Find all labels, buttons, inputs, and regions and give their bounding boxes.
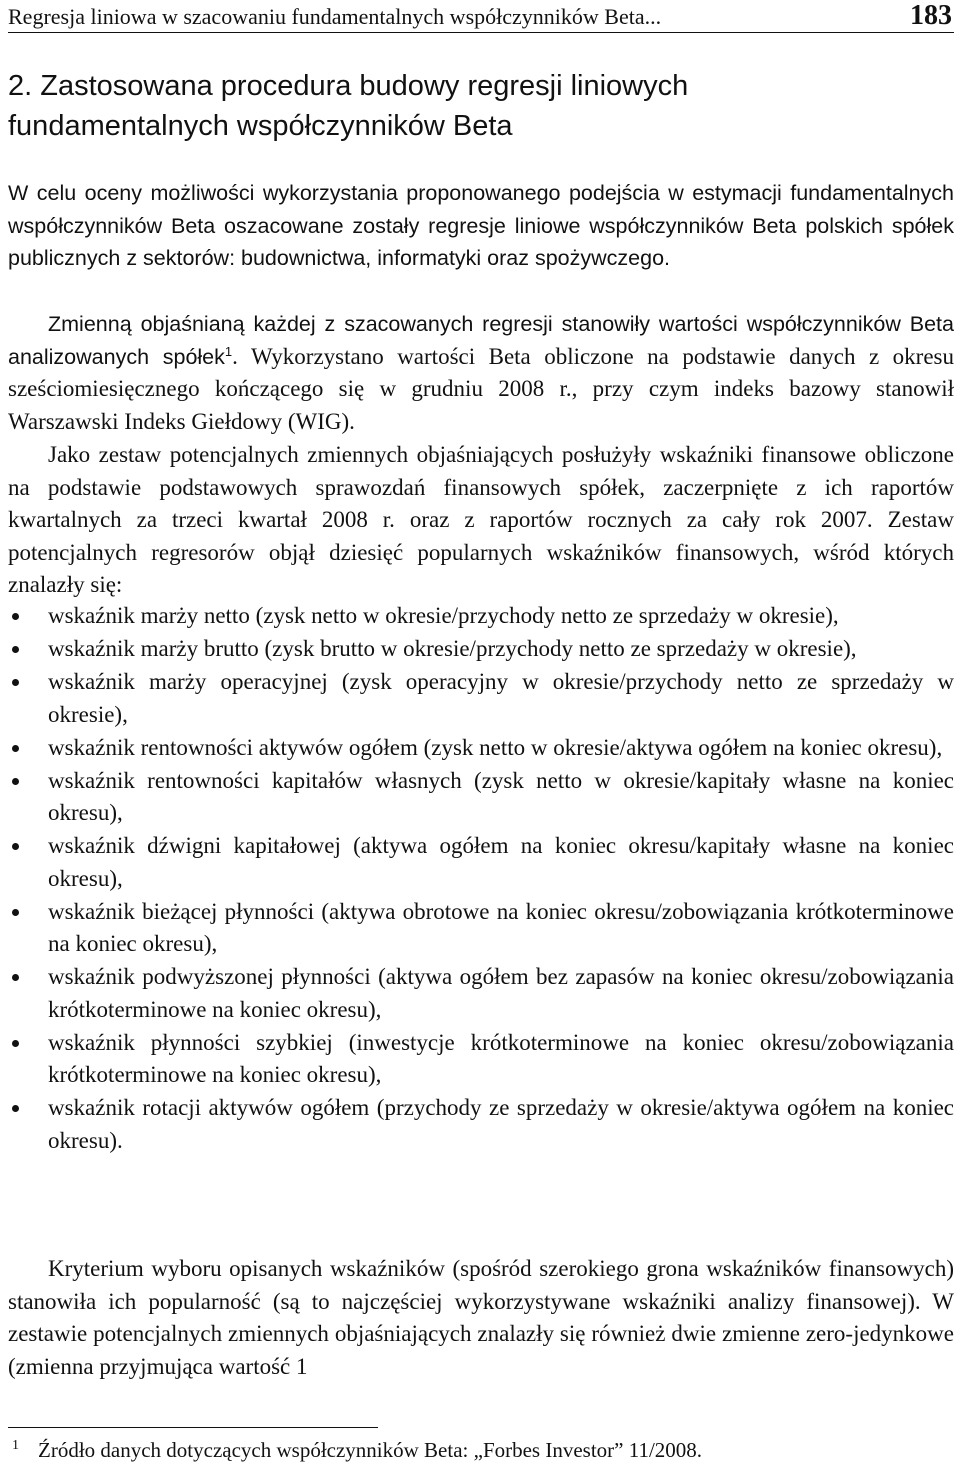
list-item-text: wskaźnik marży operacyjnej (zysk operacyjny w okresie/przychody netto ze sprzedaży w okresie), [48, 668, 954, 727]
list-item-text: wskaźnik podwyższonej płynności (aktywa ogółem bez zapasów na koniec okresu/zobowiązania krótkoterminowe na koniec okresu), [48, 964, 954, 1022]
list-item [8, 961, 954, 1026]
indicator-list [8, 600, 954, 1158]
list-item-text: wskaźnik bieżącej płynności (aktywa obrotowe na koniec okresu/zobowiązania krótkoterminowe na koniec okresu), [48, 898, 954, 957]
list-item-text: wskaźnik rentowności kapitałów własnych (zysk netto w okresie/kapitały własne na koniec okresu), [48, 767, 954, 826]
list-item-text: wskaźnik marży brutto (zysk brutto w okresie/przychody netto ze sprzedaży w okresie), [48, 635, 857, 661]
bullet-icon [12, 613, 19, 620]
footnote-mark: 1 [12, 1438, 19, 1453]
list-item [8, 633, 954, 666]
list-item [8, 666, 954, 731]
bullet-icon [12, 646, 19, 653]
list-item [8, 896, 954, 961]
bullet-icon [12, 1040, 19, 1047]
list-item [8, 1092, 954, 1157]
footnote-text: Źródło danych dotyczących współczynników Beta: „Forbes Investor” 11/2008. [38, 1438, 703, 1462]
running-header-title: Regresja liniowa w szacowaniu fundamentalnych współczynników Beta... [8, 4, 662, 29]
bullet-icon [12, 974, 19, 981]
list-item-text: wskaźnik marży netto (zysk netto w okresie/przychody netto ze sprzedaży w okresie), [48, 603, 839, 628]
list-item-text: wskaźnik rotacji aktywów ogółem (przychody ze sprzedaży w okresie/aktywa ogółem na koniec okresu). [48, 1095, 954, 1154]
running-header [8, 2, 954, 33]
list-item [8, 830, 954, 895]
bullet-icon [12, 909, 19, 916]
page-number: 183 [910, 0, 952, 31]
paragraph-dependent-variable-part-2: . Wykorzystano wartości Beta obliczone na podstawie danych z okresu sześciomiesięcznego kończącego się w grudniu 2008 r., przy czym indeks bazowy stanowił Warszawski Indeks Giełdowy (WIG). [8, 343, 955, 434]
bullet-icon [12, 778, 19, 785]
list-item [8, 732, 954, 765]
footnote-divider [8, 1427, 378, 1428]
bullet-icon [12, 679, 19, 686]
list-item-text: wskaźnik dźwigni kapitałowej (aktywa ogółem na koniec okresu/kapitały własne na koniec okresu), [48, 833, 954, 891]
paragraph-dependent-variable [8, 308, 954, 438]
footnote [12, 1436, 703, 1464]
section-heading-line-2: fundamentalnych współczynników Beta [8, 110, 513, 142]
list-item-text: wskaźnik płynności szybkiej (inwestycje krótkoterminowe na koniec okresu/zobowiązania krótkoterminowe na koniec okresu), [48, 1029, 954, 1088]
section-heading-line-1: 2. Zastosowana procedura budowy regresji liniowych [8, 70, 689, 102]
section-heading [8, 66, 954, 146]
list-item [8, 765, 954, 830]
paragraph-selection-criterion: Kryterium wyboru opisanych wskaźników (spośród szerokiego grona wskaźników finansowych) stanowiła ich popularność (są to najczęściej wykorzystywane wskaźniki analizy finansowej). W zestawie potencjalnych zmiennych objaśniających znalazły się również dwie zmienne zero-jedynkowe (zmienna przyjmująca wartość 1 [8, 1256, 954, 1379]
bullet-icon [12, 843, 19, 850]
bullet-icon [12, 745, 19, 752]
paragraph-dependent-variable-part-1: Zmienną objaśnianą każdej z szacowanych regresji stanowiły wartości współczynników Beta analizowanych spółek [8, 312, 954, 369]
paragraph-intro: W celu oceny możliwości wykorzystania proponowanego podejścia w estymacji fundamentalnych współczynników Beta oszacowane zostały regresje liniowe współczynników Beta polskich spółek publicznych z sektorów: budownictwa, informatyki oraz spożywczego. [8, 181, 954, 271]
paragraph-explanatory-variables: Jako zestaw potencjalnych zmiennych objaśniających posłużyły wskaźniki finansowe obliczone na podstawie podstawowych sprawozdań finansowych spółek, zaczerpnięte z ich raportów kwartalnych za trzeci kwartał 2008 r. oraz z raportów rocznych za cały rok 2007. Zestaw potencjalnych regresorów objął dziesięć popularnych wskaźników finansowych, wśród których znalazły się: [8, 442, 954, 598]
list-item [8, 600, 954, 633]
list-item-text: wskaźnik rentowności aktywów ogółem (zysk netto w okresie/aktywa ogółem na koniec okresu), [48, 734, 943, 760]
list-item [8, 1027, 954, 1092]
bullet-icon [12, 1105, 19, 1112]
footnote-reference: 1 [224, 343, 233, 359]
